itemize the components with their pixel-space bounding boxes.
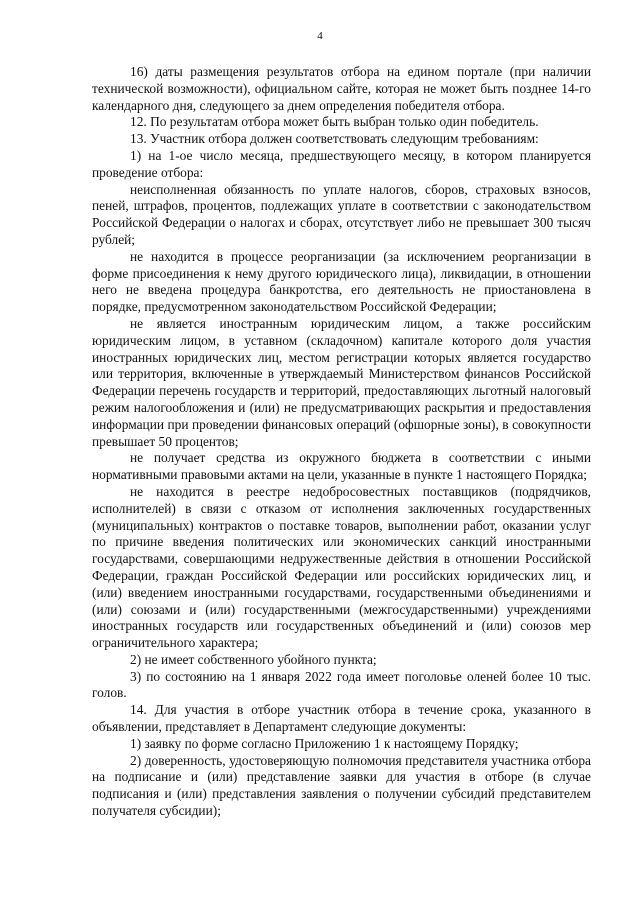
paragraph-supplier-registry: не находится в реестре недобросовестных поставщиков (подрядчиков, исполнителей) в связи с отказом от исполнения заключенных государственных (муниципальных) контрактов о поставке товаров, выполнении работ, оказании услуг по причине введения политических или экономических санкций иностранными государствами, совершающими недружественные действия в отношении Российской Федерации, граждан Российской Федерации или российских юридических лиц, и (или) введением иностранными государствами, государственными объединениями и (или) союзами и (или) государственными (межгосударственными) учреждениями иностранных государств или государственных объединений и (или) союзов мер ограничительного характера; [92, 483, 591, 651]
paragraph-requirement-2: 2) не имеет собственного убойного пункта; [130, 651, 377, 667]
document-body [92, 64, 591, 820]
paragraph-reorganization: не находится в процессе реорганизации (за исключением реорганизации в форме присоединения к нему другого юридического лица), ликвидации, в отношении него не введена процедура банкротства, его деятельность не приостановлена в порядке, предусмотренном законодательством Российской Федерации; [92, 248, 591, 315]
paragraph-document-1: 1) заявку по форме согласно Приложению 1 к настоящему Порядку; [130, 735, 519, 751]
paragraph-clause-13: 13. Участник отбора должен соответствовать следующим требованиям: [130, 131, 539, 147]
paragraph-clause-12: 12. По результатам отбора может быть выбран только один победитель. [130, 114, 539, 130]
paragraph-document-2: 2) доверенность, удостоверяющую полномочия представителя участника отбора на подписание и (или) представление заявки для участия в отборе (в случае подписания и (или) представления заявления о получении субсидий представителем получателя субсидии); [92, 752, 591, 819]
paragraph-requirement-3: 3) по состоянию на 1 января 2022 года имеет поголовье оленей более 10 тыс. голов. [92, 668, 591, 701]
paragraph-tax-debt: неисполненная обязанность по уплате налогов, сборов, страховых взносов, пеней, штрафов, процентов, подлежащих уплате в соответствии с законодательством Российской Федерации о налогах и сборах, отсутствует либо не превышает 300 тысяч рублей; [92, 181, 591, 247]
paragraph-budget-funds: не получает средства из окружного бюджета в соответствии с иными нормативными правовыми актами на цели, указанные в пункте 1 настоящего Порядка; [92, 450, 591, 483]
paragraph-clause-14: 14. Для участия в отборе участник отбора в течение срока, указанного в объявлении, представляет в Департамент следующие документы: [92, 702, 591, 735]
paragraph-item-16: 16) даты размещения результатов отбора на едином портале (при наличии технической возможности), официальном сайте, которая не может быть позднее 14-го календарного дня, следующего за днем определения победителя отбора. [92, 64, 591, 113]
paragraph-foreign-entity: не является иностранным юридическим лицом, а также российским юридическим лицом, в уставном (складочном) капитале которого доля участия иностранных юридических лиц, местом регистрации которых является государство или территория, включенные в утверждаемый Министерством финансов Российской Федерации перечень государств и территорий, предоставляющих льготный налоговый режим налогообложения и (или) не предусматривающих раскрытия и предоставления информации при проведении финансовых операций (офшорные зоны), в совокупности превышает 50 процентов; [92, 315, 591, 449]
paragraph-requirement-1: 1) на 1-ое число месяца, предшествующего месяцу, в котором планируется проведение отбора: [92, 147, 591, 180]
page-number: 4 [317, 30, 323, 42]
